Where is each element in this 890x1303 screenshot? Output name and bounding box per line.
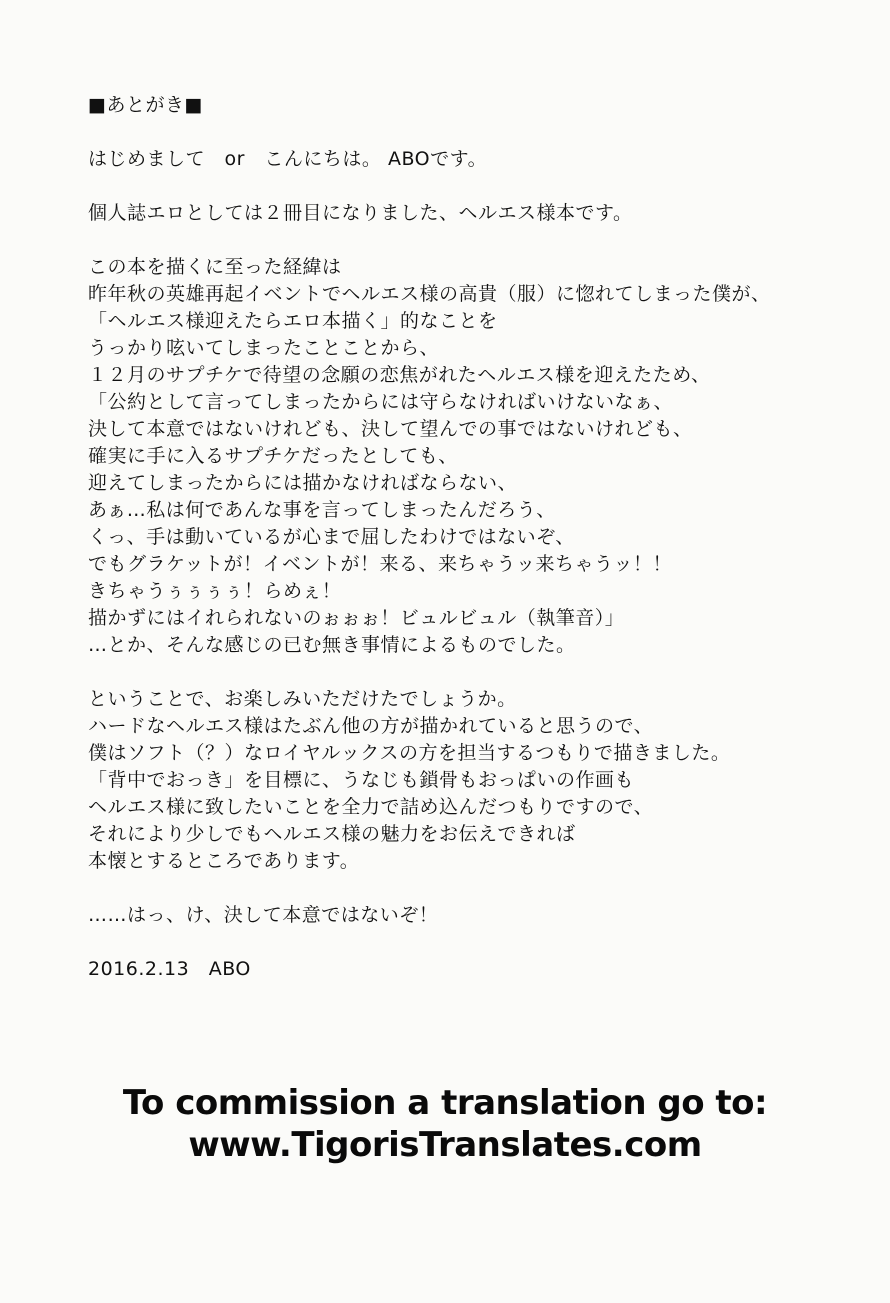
spacer <box>88 173 848 200</box>
greeting: はじめまして or こんにちは。 ABOです。 <box>88 148 488 170</box>
paragraph2-line: ということで、お楽しみいただけたでしょうか。 <box>88 688 517 710</box>
paragraph2-line: 「背中でおっき」を目標に、うなじも鎖骨もおっぱいの作画も <box>88 769 635 791</box>
paragraph2-line: 僕はソフト（？）なロイヤルックスの方を担当するつもりで描きました。 <box>88 742 731 764</box>
paragraph2-line: ハードなヘルエス様はたぶん他の方が描かれていると思うので、 <box>88 715 654 737</box>
spacer <box>88 659 848 686</box>
closing-line: ……はっ、け、決して本意ではないぞ！ <box>88 904 439 926</box>
signature-date: 2016.2.13 ABO <box>88 958 251 980</box>
paragraph1-line: でもグラケットが！イベントが！来る、来ちゃうッ来ちゃうッ！！ <box>88 553 673 575</box>
paragraph1-line: 確実に手に入るサプチケだったとしても、 <box>88 445 458 467</box>
paragraph1-line: …とか、そんな感じの已む無き事情によるものでした。 <box>88 634 576 656</box>
paragraph1-line: 決して本意ではないけれども、決して望んでの事ではないけれども、 <box>88 418 693 440</box>
paragraph1-line: 「ヘルエス様迎えたらエロ本描く」的なことを <box>88 310 498 332</box>
paragraph1-line: １２月のサプチケで待望の念願の恋焦がれたヘルエス様を迎えたため、 <box>88 364 711 386</box>
spacer <box>88 227 848 254</box>
promo-website: www.TigorisTranslates.com <box>188 1125 702 1165</box>
paragraph1-line: 「公約として言ってしまったからには守らなければいけないなぁ、 <box>88 391 674 413</box>
paragraph2-line: それにより少しでもヘルエス様の魅力をお伝えできれば <box>88 823 576 845</box>
afterword-text <box>88 92 848 983</box>
paragraph1-line: この本を描くに至った経緯は <box>88 256 342 278</box>
spacer <box>88 875 848 902</box>
paragraph2-line: 本懐とするところであります。 <box>88 850 360 872</box>
intro-line: 個人誌エロとしては２冊目になりました、ヘルエス様本です。 <box>88 202 633 224</box>
paragraph1-line: きちゃうぅぅぅぅ！らめぇ！ <box>88 580 342 602</box>
spacer <box>88 119 848 146</box>
afterword-heading: ■あとがき■ <box>88 94 203 116</box>
paragraph1-line: あぁ…私は何であんな事を言ってしまったんだろう、 <box>88 499 556 521</box>
paragraph1-line: 描かずにはイれられないのぉぉぉ！ビュルビュル（執筆音）」 <box>88 607 625 629</box>
paragraph1-line: うっかり呟いてしまったことことから、 <box>88 337 440 359</box>
paragraph1-line: 迎えてしまったからには描かなければならない、 <box>88 472 518 494</box>
promo-text: To commission a translation go to: <box>122 1083 768 1123</box>
spacer <box>88 929 848 956</box>
paragraph1-line: 昨年秋の英雄再起イベントでヘルエス様の高貴（服）に惚れてしまった僕が、 <box>88 283 771 305</box>
paragraph1-line: くっ、手は動いているが心まで屈したわけではないぞ、 <box>88 526 575 548</box>
paragraph2-line: ヘルエス様に致したいことを全力で詰め込んだつもりですので、 <box>88 796 654 818</box>
translation-promo <box>0 1082 890 1166</box>
